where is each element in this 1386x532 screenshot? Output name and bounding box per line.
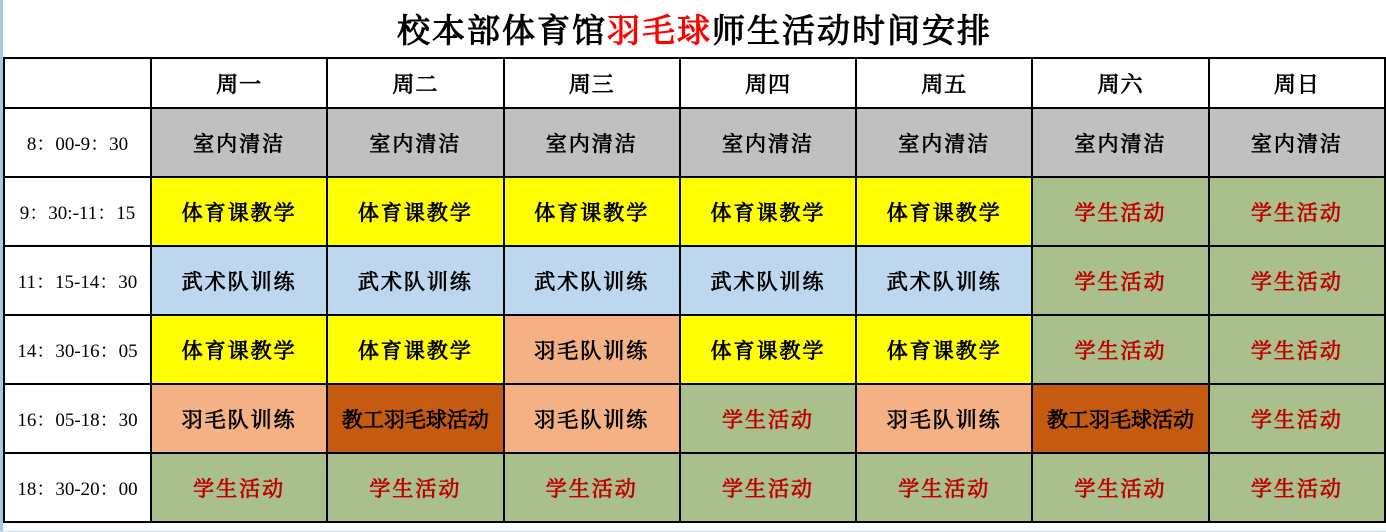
time-cell-0[interactable]: 8：00-9：30 bbox=[4, 108, 151, 177]
cell-mon-4[interactable]: 羽毛队训练 bbox=[151, 384, 327, 453]
schedule-row-0 bbox=[4, 108, 1385, 177]
cell-thu-3[interactable]: 体育课教学 bbox=[680, 315, 856, 384]
cell-wed-5[interactable]: 学生活动 bbox=[504, 453, 680, 522]
cell-wed-0[interactable]: 室内清洁 bbox=[504, 108, 680, 177]
cell-mon-5[interactable]: 学生活动 bbox=[151, 453, 327, 522]
cell-fri-4[interactable]: 羽毛队训练 bbox=[856, 384, 1032, 453]
day-header-sat[interactable]: 周六 bbox=[1032, 58, 1208, 108]
time-cell-5[interactable]: 18：30-20：00 bbox=[4, 453, 151, 522]
day-header-thu[interactable]: 周四 bbox=[680, 58, 856, 108]
page-title bbox=[3, 0, 1386, 57]
corner-cell[interactable] bbox=[4, 58, 151, 108]
schedule-table bbox=[3, 57, 1386, 523]
title-part1: 校本部体育馆 bbox=[397, 14, 607, 50]
cell-sun-4[interactable]: 学生活动 bbox=[1209, 384, 1385, 453]
cell-sat-5[interactable]: 学生活动 bbox=[1032, 453, 1208, 522]
cell-tue-3[interactable]: 体育课教学 bbox=[327, 315, 503, 384]
time-cell-3[interactable]: 14：30-16：05 bbox=[4, 315, 151, 384]
cell-wed-1[interactable]: 体育课教学 bbox=[504, 177, 680, 246]
title-highlight: 羽毛球 bbox=[607, 14, 712, 50]
left-edge-gridline bbox=[0, 0, 3, 532]
cell-wed-2[interactable]: 武术队训练 bbox=[504, 246, 680, 315]
cell-mon-2[interactable]: 武术队训练 bbox=[151, 246, 327, 315]
cell-sun-1[interactable]: 学生活动 bbox=[1209, 177, 1385, 246]
cell-mon-3[interactable]: 体育课教学 bbox=[151, 315, 327, 384]
cell-sat-0[interactable]: 室内清洁 bbox=[1032, 108, 1208, 177]
cell-sun-0[interactable]: 室内清洁 bbox=[1209, 108, 1385, 177]
cell-sun-3[interactable]: 学生活动 bbox=[1209, 315, 1385, 384]
day-header-sun[interactable]: 周日 bbox=[1209, 58, 1385, 108]
schedule-row-2 bbox=[4, 246, 1385, 315]
cell-fri-5[interactable]: 学生活动 bbox=[856, 453, 1032, 522]
cell-thu-4[interactable]: 学生活动 bbox=[680, 384, 856, 453]
cell-tue-4[interactable]: 教工羽毛球活动 bbox=[327, 384, 503, 453]
time-cell-1[interactable]: 9：30:-11：15 bbox=[4, 177, 151, 246]
day-header-row bbox=[4, 58, 1385, 108]
cell-fri-3[interactable]: 体育课教学 bbox=[856, 315, 1032, 384]
day-header-wed[interactable]: 周三 bbox=[504, 58, 680, 108]
schedule-row-4 bbox=[4, 384, 1385, 453]
cell-wed-4[interactable]: 羽毛队训练 bbox=[504, 384, 680, 453]
cell-thu-0[interactable]: 室内清洁 bbox=[680, 108, 856, 177]
time-cell-4[interactable]: 16：05-18：30 bbox=[4, 384, 151, 453]
cell-sun-2[interactable]: 学生活动 bbox=[1209, 246, 1385, 315]
schedule-row-1 bbox=[4, 177, 1385, 246]
day-header-fri[interactable]: 周五 bbox=[856, 58, 1032, 108]
cell-tue-5[interactable]: 学生活动 bbox=[327, 453, 503, 522]
title-part2: 师生活动时间安排 bbox=[712, 14, 992, 50]
cell-sat-3[interactable]: 学生活动 bbox=[1032, 315, 1208, 384]
day-header-tue[interactable]: 周二 bbox=[327, 58, 503, 108]
cell-fri-0[interactable]: 室内清洁 bbox=[856, 108, 1032, 177]
schedule-row-5 bbox=[4, 453, 1385, 522]
cell-sat-1[interactable]: 学生活动 bbox=[1032, 177, 1208, 246]
cell-thu-5[interactable]: 学生活动 bbox=[680, 453, 856, 522]
cell-fri-2[interactable]: 武术队训练 bbox=[856, 246, 1032, 315]
cell-mon-0[interactable]: 室内清洁 bbox=[151, 108, 327, 177]
schedule-row-3 bbox=[4, 315, 1385, 384]
cell-thu-2[interactable]: 武术队训练 bbox=[680, 246, 856, 315]
cell-tue-0[interactable]: 室内清洁 bbox=[327, 108, 503, 177]
time-cell-2[interactable]: 11：15-14：30 bbox=[4, 246, 151, 315]
cell-sun-5[interactable]: 学生活动 bbox=[1209, 453, 1385, 522]
cell-thu-1[interactable]: 体育课教学 bbox=[680, 177, 856, 246]
cell-wed-3[interactable]: 羽毛队训练 bbox=[504, 315, 680, 384]
cell-sat-4[interactable]: 教工羽毛球活动 bbox=[1032, 384, 1208, 453]
cell-tue-2[interactable]: 武术队训练 bbox=[327, 246, 503, 315]
cell-fri-1[interactable]: 体育课教学 bbox=[856, 177, 1032, 246]
day-header-mon[interactable]: 周一 bbox=[151, 58, 327, 108]
cell-tue-1[interactable]: 体育课教学 bbox=[327, 177, 503, 246]
cell-mon-1[interactable]: 体育课教学 bbox=[151, 177, 327, 246]
cell-sat-2[interactable]: 学生活动 bbox=[1032, 246, 1208, 315]
